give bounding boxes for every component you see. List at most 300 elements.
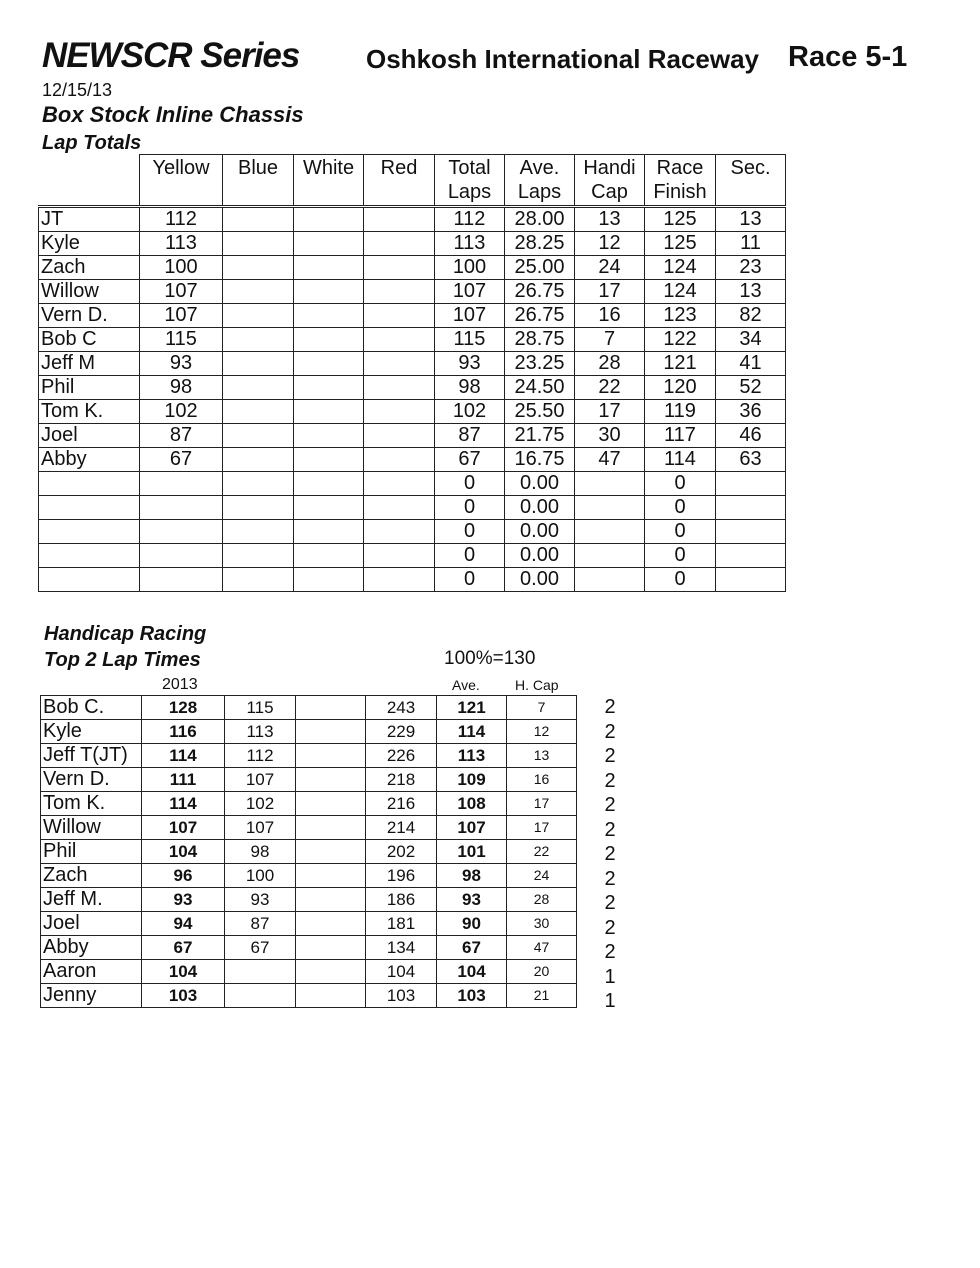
lap-cell (294, 472, 364, 496)
count-value: 2 (604, 916, 616, 939)
handicap-cell: 107 (437, 816, 507, 840)
handicap-label: H. Cap (515, 677, 559, 693)
lap-cell: 23 (716, 256, 786, 280)
handicap-cell: 94 (142, 912, 225, 936)
year-label: 2013 (162, 676, 198, 693)
lap-cell (575, 472, 645, 496)
handicap-cell (296, 960, 366, 984)
lap-cell: 125 (645, 232, 716, 256)
venue-name: Oshkosh International Raceway (366, 44, 760, 74)
lap-cell: 121 (645, 352, 716, 376)
lap-cell (223, 520, 294, 544)
handicap-cell: 216 (366, 792, 437, 816)
lap-cell: 100 (140, 256, 223, 280)
handicap-cell: 98 (437, 864, 507, 888)
driver-name: Abby (41, 936, 142, 960)
average-label: Ave. (452, 677, 480, 693)
column-header: White (294, 155, 364, 207)
lap-cell: 0.00 (505, 520, 575, 544)
handicap-table (40, 695, 577, 1008)
lap-totals-row (39, 448, 786, 472)
handicap-cell: 121 (437, 696, 507, 720)
lap-cell: 67 (435, 448, 505, 472)
driver-name: Phil (41, 840, 142, 864)
lap-cell: 0.00 (505, 496, 575, 520)
handicap-cell: 107 (225, 768, 296, 792)
handicap-heading: Handicap Racing (44, 623, 207, 645)
lap-cell: 125 (645, 207, 716, 232)
lap-totals-row (39, 376, 786, 400)
handicap-cell (296, 744, 366, 768)
lap-cell: 0.00 (505, 568, 575, 592)
driver-name: Vern D. (41, 768, 142, 792)
lap-cell (294, 448, 364, 472)
column-header: Ave. Laps (505, 155, 575, 207)
lap-cell: 0 (645, 472, 716, 496)
lap-cell: 119 (645, 400, 716, 424)
lap-cell (364, 256, 435, 280)
handicap-cell: 108 (437, 792, 507, 816)
lap-cell (223, 280, 294, 304)
handicap-row (41, 792, 577, 816)
lap-totals-row (39, 280, 786, 304)
lap-cell (716, 520, 786, 544)
handicap-cell: 7 (507, 696, 577, 720)
lap-cell: 16 (575, 304, 645, 328)
lap-cell (294, 328, 364, 352)
lap-totals-row (39, 304, 786, 328)
driver-name: Zach (39, 256, 140, 280)
handicap-cell: 112 (225, 744, 296, 768)
lap-cell (294, 424, 364, 448)
lap-cell (223, 472, 294, 496)
column-header: Red (364, 155, 435, 207)
driver-name: Abby (39, 448, 140, 472)
handicap-cell: 104 (142, 960, 225, 984)
handicap-row (41, 936, 577, 960)
lap-totals-row (39, 520, 786, 544)
handicap-cell: 101 (437, 840, 507, 864)
lap-cell: 117 (645, 424, 716, 448)
driver-name: Willow (39, 280, 140, 304)
lap-cell (223, 304, 294, 328)
count-value: 1 (604, 990, 616, 1012)
driver-name: Zach (41, 864, 142, 888)
lap-cell: 12 (575, 232, 645, 256)
lap-cell (364, 448, 435, 472)
handicap-row (41, 888, 577, 912)
lap-cell (294, 304, 364, 328)
handicap-row (41, 984, 577, 1008)
handicap-row (41, 696, 577, 720)
handicap-cell: 47 (507, 936, 577, 960)
lap-cell (716, 544, 786, 568)
lap-cell: 24.50 (505, 376, 575, 400)
lap-totals-header-row (39, 155, 786, 207)
handicap-cell: 96 (142, 864, 225, 888)
lap-cell (140, 496, 223, 520)
lap-cell (223, 568, 294, 592)
driver-name (39, 544, 140, 568)
handicap-cell: 218 (366, 768, 437, 792)
handicap-cell: 104 (366, 960, 437, 984)
handicap-cell: 93 (142, 888, 225, 912)
lap-cell (364, 520, 435, 544)
lap-totals-row (39, 496, 786, 520)
lap-cell: 7 (575, 328, 645, 352)
lap-cell (364, 376, 435, 400)
handicap-cell: 93 (225, 888, 296, 912)
handicap-cell (296, 864, 366, 888)
lap-cell (223, 352, 294, 376)
handicap-cell (296, 888, 366, 912)
lap-cell (294, 400, 364, 424)
lap-cell: 11 (716, 232, 786, 256)
lap-cell: 28.25 (505, 232, 575, 256)
lap-cell (140, 568, 223, 592)
lap-cell (294, 568, 364, 592)
count-value: 2 (604, 794, 616, 816)
count-value: 2 (604, 941, 616, 963)
handicap-cell: 111 (142, 768, 225, 792)
lap-cell: 41 (716, 352, 786, 376)
handicap-cell: 67 (437, 936, 507, 960)
driver-name: Jenny (41, 984, 142, 1008)
handicap-cell: 93 (437, 888, 507, 912)
lap-cell: 107 (140, 280, 223, 304)
lap-cell: 0 (645, 496, 716, 520)
handicap-cell (225, 984, 296, 1008)
lap-cell: 17 (575, 400, 645, 424)
handicap-cell: 196 (366, 864, 437, 888)
lap-cell: 107 (140, 304, 223, 328)
handicap-cell: 28 (507, 888, 577, 912)
driver-name: Jeff M (39, 352, 140, 376)
driver-name: Bob C. (41, 696, 142, 720)
driver-name: Tom K. (39, 400, 140, 424)
lap-cell (223, 328, 294, 352)
lap-cell: 0 (435, 520, 505, 544)
header-corner (39, 155, 140, 207)
count-value: 1 (604, 965, 616, 988)
lap-cell: 112 (435, 207, 505, 232)
lap-cell: 114 (645, 448, 716, 472)
lap-cell: 28 (575, 352, 645, 376)
lap-cell: 28.75 (505, 328, 575, 352)
handicap-cell: 113 (225, 720, 296, 744)
lap-cell: 87 (435, 424, 505, 448)
handicap-cell: 103 (437, 984, 507, 1008)
lap-cell: 16.75 (505, 448, 575, 472)
lap-cell (364, 304, 435, 328)
handicap-cell (296, 984, 366, 1008)
count-value: 2 (604, 745, 616, 767)
lap-cell: 124 (645, 280, 716, 304)
column-header: Blue (223, 155, 294, 207)
count-value: 2 (604, 696, 616, 718)
lap-cell (294, 207, 364, 232)
lap-cell: 115 (140, 328, 223, 352)
handicap-cell: 100 (225, 864, 296, 888)
lap-cell (140, 544, 223, 568)
driver-name: Joel (39, 424, 140, 448)
lap-cell: 0 (645, 544, 716, 568)
lap-cell: 93 (140, 352, 223, 376)
handicap-row (41, 840, 577, 864)
handicap-row (41, 912, 577, 936)
lap-cell (364, 568, 435, 592)
lap-cell (223, 544, 294, 568)
class-name: Box Stock Inline Chassis (42, 102, 304, 127)
lap-cell (716, 472, 786, 496)
lap-cell: 124 (645, 256, 716, 280)
handicap-cell: 214 (366, 816, 437, 840)
lap-cell: 93 (435, 352, 505, 376)
handicap-cell: 87 (225, 912, 296, 936)
race-date: 12/15/13 (42, 80, 113, 100)
handicap-cell: 103 (366, 984, 437, 1008)
lap-cell (575, 544, 645, 568)
lap-cell (364, 207, 435, 232)
lap-cell: 112 (140, 207, 223, 232)
lap-cell: 0.00 (505, 544, 575, 568)
race-number: Race 5-1 (788, 41, 908, 73)
lap-cell (140, 520, 223, 544)
driver-name (39, 568, 140, 592)
handicap-cell (296, 792, 366, 816)
series-title: NEWSCR Series (42, 36, 300, 75)
lap-totals-row (39, 424, 786, 448)
driver-name: Aaron (41, 960, 142, 984)
lap-cell (140, 472, 223, 496)
handicap-cell: 104 (437, 960, 507, 984)
lap-totals-table (38, 154, 786, 592)
lap-cell: 87 (140, 424, 223, 448)
driver-name: Bob C (39, 328, 140, 352)
driver-name: Jeff T(JT) (41, 744, 142, 768)
lap-cell (294, 520, 364, 544)
handicap-cell: 114 (142, 792, 225, 816)
handicap-cell: 24 (507, 864, 577, 888)
lap-cell: 28.00 (505, 207, 575, 232)
count-value: 2 (604, 818, 616, 841)
handicap-cell: 67 (225, 936, 296, 960)
lap-cell (364, 232, 435, 256)
lap-cell (223, 424, 294, 448)
lap-cell (223, 232, 294, 256)
handicap-cell: 115 (225, 696, 296, 720)
handicap-row (41, 816, 577, 840)
lap-cell (364, 424, 435, 448)
lap-totals-row (39, 232, 786, 256)
lap-cell: 113 (140, 232, 223, 256)
lap-totals-row (39, 544, 786, 568)
lap-cell: 21.75 (505, 424, 575, 448)
handicap-cell: 17 (507, 792, 577, 816)
lap-cell: 0.00 (505, 472, 575, 496)
lap-cell (223, 400, 294, 424)
count-value: 2 (604, 892, 616, 914)
lap-cell: 13 (716, 207, 786, 232)
column-header: Sec. (716, 155, 786, 207)
handicap-cell (296, 720, 366, 744)
driver-name: Kyle (41, 720, 142, 744)
handicap-cell: 22 (507, 840, 577, 864)
handicap-cell (296, 768, 366, 792)
driver-name: Jeff M. (41, 888, 142, 912)
lap-cell: 123 (645, 304, 716, 328)
handicap-cell (296, 840, 366, 864)
handicap-cell (296, 816, 366, 840)
lap-totals-heading: Lap Totals (42, 132, 142, 154)
lap-cell: 122 (645, 328, 716, 352)
lap-cell: 115 (435, 328, 505, 352)
count-value: 2 (604, 867, 616, 890)
lap-cell: 0 (435, 496, 505, 520)
lap-cell (575, 496, 645, 520)
handicap-row (41, 744, 577, 768)
lap-cell: 82 (716, 304, 786, 328)
driver-name (39, 520, 140, 544)
lap-cell (364, 352, 435, 376)
handicap-cell: 102 (225, 792, 296, 816)
lap-totals-row (39, 472, 786, 496)
handicap-row (41, 864, 577, 888)
lap-cell (223, 448, 294, 472)
lap-cell: 30 (575, 424, 645, 448)
lap-cell (716, 496, 786, 520)
handicap-cell: 16 (507, 768, 577, 792)
lap-cell: 52 (716, 376, 786, 400)
handicap-row (41, 720, 577, 744)
handicap-cell: 134 (366, 936, 437, 960)
lap-cell (364, 400, 435, 424)
handicap-cell: 90 (437, 912, 507, 936)
lap-cell: 107 (435, 304, 505, 328)
lap-cell: 0 (435, 472, 505, 496)
driver-name: Phil (39, 376, 140, 400)
column-header: Race Finish (645, 155, 716, 207)
handicap-cell: 107 (142, 816, 225, 840)
lap-cell (716, 568, 786, 592)
lap-cell (575, 568, 645, 592)
handicap-cell: 116 (142, 720, 225, 744)
lap-cell (294, 376, 364, 400)
lap-cell: 36 (716, 400, 786, 424)
lap-cell: 26.75 (505, 280, 575, 304)
lap-cell: 120 (645, 376, 716, 400)
lap-cell: 34 (716, 328, 786, 352)
lap-cell (364, 280, 435, 304)
lap-cell: 98 (140, 376, 223, 400)
driver-name: Joel (41, 912, 142, 936)
column-header: Total Laps (435, 155, 505, 207)
driver-name: Kyle (39, 232, 140, 256)
lap-cell (294, 280, 364, 304)
handicap-cell: 128 (142, 696, 225, 720)
handicap-cell: 21 (507, 984, 577, 1008)
handicap-cell (296, 696, 366, 720)
lap-cell: 67 (140, 448, 223, 472)
handicap-cell (225, 960, 296, 984)
lap-cell: 13 (716, 280, 786, 304)
lap-cell: 102 (140, 400, 223, 424)
handicap-cell: 226 (366, 744, 437, 768)
top-laps-heading: Top 2 Lap Times (44, 649, 201, 671)
lap-cell: 25.50 (505, 400, 575, 424)
lap-totals-row (39, 256, 786, 280)
handicap-cell: 186 (366, 888, 437, 912)
lap-cell: 0 (645, 520, 716, 544)
lap-cell: 98 (435, 376, 505, 400)
lap-cell (223, 376, 294, 400)
handicap-row (41, 960, 577, 984)
handicap-cell: 243 (366, 696, 437, 720)
handicap-cell: 181 (366, 912, 437, 936)
handicap-cell: 103 (142, 984, 225, 1008)
count-value: 2 (604, 720, 616, 743)
lap-totals-row (39, 352, 786, 376)
handicap-cell: 30 (507, 912, 577, 936)
column-header: Handi Cap (575, 155, 645, 207)
lap-cell: 0 (645, 568, 716, 592)
handicap-cell: 13 (507, 744, 577, 768)
count-value: 2 (604, 769, 616, 792)
lap-totals-row (39, 568, 786, 592)
handicap-cell: 107 (225, 816, 296, 840)
handicap-cell (296, 912, 366, 936)
handicap-cell: 104 (142, 840, 225, 864)
lap-cell (364, 544, 435, 568)
handicap-cell: 113 (437, 744, 507, 768)
handicap-cell: 17 (507, 816, 577, 840)
driver-name (39, 496, 140, 520)
column-header: Yellow (140, 155, 223, 207)
lap-cell (294, 352, 364, 376)
lap-cell (294, 544, 364, 568)
lap-cell: 22 (575, 376, 645, 400)
lap-cell: 63 (716, 448, 786, 472)
count-value: 2 (604, 843, 616, 865)
driver-name: Willow (41, 816, 142, 840)
lap-cell (364, 472, 435, 496)
percent-note: 100%=130 (444, 648, 536, 669)
lap-cell: 13 (575, 207, 645, 232)
lap-cell (223, 207, 294, 232)
lap-cell (223, 256, 294, 280)
driver-name: JT (39, 207, 140, 232)
driver-name: Vern D. (39, 304, 140, 328)
handicap-cell: 67 (142, 936, 225, 960)
handicap-cell: 114 (437, 720, 507, 744)
lap-cell (575, 520, 645, 544)
handicap-count-column (600, 695, 620, 1014)
lap-cell (294, 232, 364, 256)
lap-cell: 102 (435, 400, 505, 424)
driver-name: Tom K. (41, 792, 142, 816)
handicap-row (41, 768, 577, 792)
handicap-cell: 114 (142, 744, 225, 768)
handicap-cell: 98 (225, 840, 296, 864)
lap-cell: 17 (575, 280, 645, 304)
handicap-cell: 20 (507, 960, 577, 984)
lap-cell: 24 (575, 256, 645, 280)
lap-cell (364, 496, 435, 520)
lap-totals-row (39, 207, 786, 232)
lap-cell (294, 256, 364, 280)
handicap-cell: 109 (437, 768, 507, 792)
lap-cell: 23.25 (505, 352, 575, 376)
